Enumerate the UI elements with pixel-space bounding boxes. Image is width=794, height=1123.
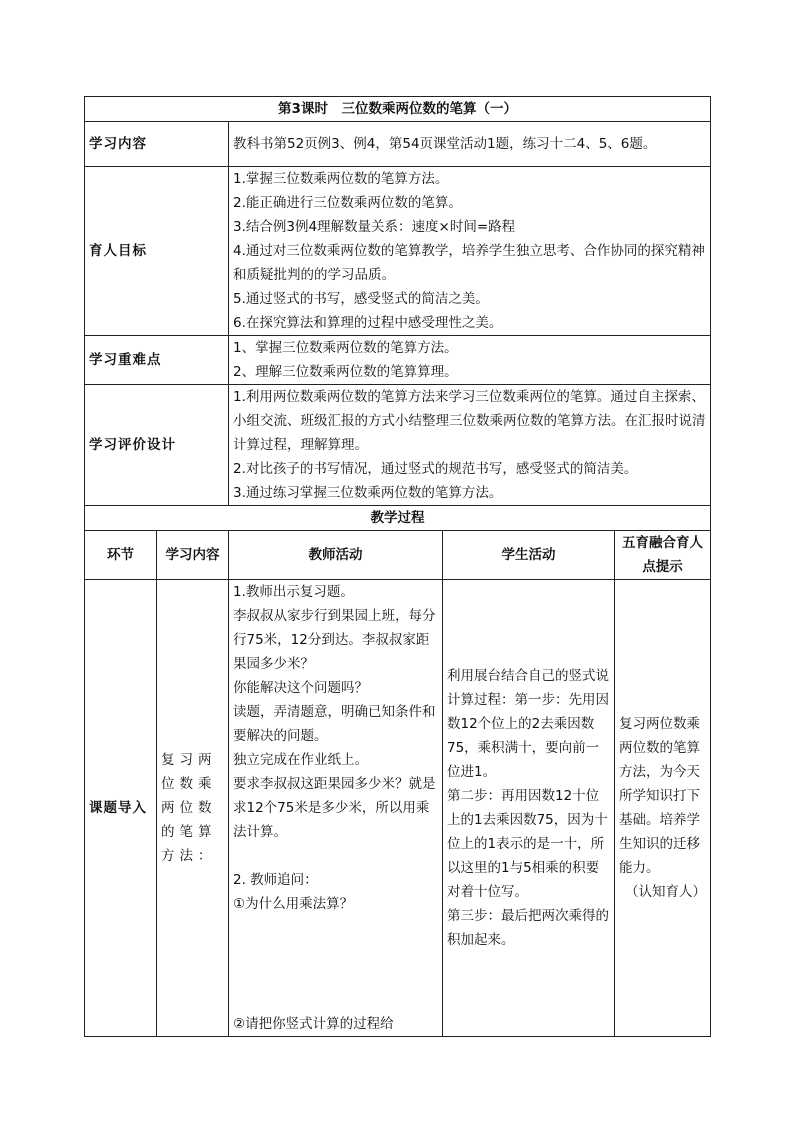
goal-item: 1.掌握三位数乘两位数的笔算方法。: [233, 171, 449, 187]
evaluation-item: 3.通过练习掌握三位数乘两位数的笔算方法。: [233, 485, 503, 501]
content-label: 学习内容: [85, 122, 229, 167]
key-points-row: [85, 336, 711, 385]
process-row-intro: [85, 580, 711, 1037]
process-section-title: 教学过程: [85, 506, 711, 531]
content-row: [85, 122, 711, 167]
evaluation-label: 学习评价设计: [85, 385, 229, 506]
learning-content-cell: 复习两位数乘两位数的笔算方法：: [157, 580, 229, 1037]
goals-list: [229, 167, 711, 336]
teacher-spacer: [233, 916, 438, 1012]
teacher-line: ②请把你竖式计算的过程给: [233, 1016, 394, 1032]
lesson-plan-table: [84, 96, 711, 1037]
goal-item: 6.在探究算法和算理的过程中感受理性之美。: [233, 315, 503, 331]
student-activity-cell: [443, 580, 615, 1037]
header-teacher: 教师活动: [229, 531, 443, 580]
title-row: [85, 97, 711, 122]
evaluation-item: 1.利用两位数乘两位数的笔算方法来学习三位数乘两位的笔算。通过自主探索、小组交流、班级汇报的方式小结整理三位数乘两位数的笔算方法。在汇报时说清计算过程，理解算理。: [233, 389, 706, 453]
teacher-line: 读题，弄清题意，明确已知条件和要解决的问题。: [233, 704, 436, 744]
teacher-line: 1.教师出示复习题。: [233, 584, 354, 600]
tips-cell: [615, 580, 711, 1037]
process-header-row: [85, 531, 711, 580]
header-stage: 环节: [85, 531, 157, 580]
student-line: 利用展台结合自己的竖式说计算过程：第一步：先用因数12个位上的2去乘因数75，乘积满十，要向前一位进1。: [447, 668, 609, 780]
goals-row: [85, 167, 711, 336]
goal-item: 5.通过竖式的书写，感受竖式的简洁之美。: [233, 291, 489, 307]
teacher-line: 你能解决这个问题吗？: [233, 680, 368, 696]
evaluation-item: 2.对比孩子的书写情况，通过竖式的规范书写，感受竖式的简洁美。: [233, 461, 638, 477]
evaluation-row: [85, 385, 711, 506]
teacher-spacer: [233, 844, 438, 868]
header-student: 学生活动: [443, 531, 615, 580]
header-content: 学习内容: [157, 531, 229, 580]
key-point-item: 1、掌握三位数乘两位数的笔算方法。: [233, 340, 458, 356]
teacher-line: ①为什么用乘法算？: [233, 896, 354, 912]
key-point-item: 2、理解三位数乘两位数的笔算算理。: [233, 364, 458, 380]
goal-item: 2.能正确进行三位数乘两位数的笔算。: [233, 195, 462, 211]
stage-cell: 课题导入: [85, 580, 157, 1037]
process-title-row: [85, 506, 711, 531]
tips-tag: （认知育人）: [625, 884, 707, 900]
content-text: 教科书第52页例3、例4，第54页课堂活动1题，练习十二4、5、6题。: [229, 122, 711, 167]
key-points-label: 学习重难点: [85, 336, 229, 385]
teacher-line: 2. 教师追问：: [233, 872, 318, 888]
teacher-line: 独立完成在作业纸上。: [233, 752, 368, 768]
student-line: 第三步：最后把两次乘得的积加起来。: [447, 908, 609, 948]
key-points-list: [229, 336, 711, 385]
teacher-line: 李叔叔从家步行到果园上班，每分行75米，12分到达。李叔叔家距果园多少米？: [233, 608, 436, 672]
teacher-line: 要求李叔叔这距果园多少米？就是求12个75米是多少米，所以用乘法计算。: [233, 776, 436, 840]
student-line: 第二步：再用因数12十位上的1去乘因数75，因为十位上的1表示的是一十，所以这里的1与5相乘的积要对着十位写。: [447, 788, 608, 900]
goal-item: 4.通过对三位数乘两位数的笔算教学，培养学生独立思考、合作协同的探究精神和质疑批判的的学习品质。: [233, 243, 705, 283]
goal-item: 3.结合例3例4理解数量关系：速度×时间=路程: [233, 219, 516, 235]
goals-label: 育人目标: [85, 167, 229, 336]
header-tips: 五育融合育人点提示: [615, 531, 711, 580]
teacher-activity-cell: [229, 580, 443, 1037]
lesson-title: 第3课时 三位数乘两位数的笔算（一）: [85, 97, 711, 122]
tips-text: 复习两位数乘两位数的笔算方法，为今天所学知识打下基础。培养学生知识的迁移能力。: [619, 716, 700, 876]
evaluation-list: [229, 385, 711, 506]
